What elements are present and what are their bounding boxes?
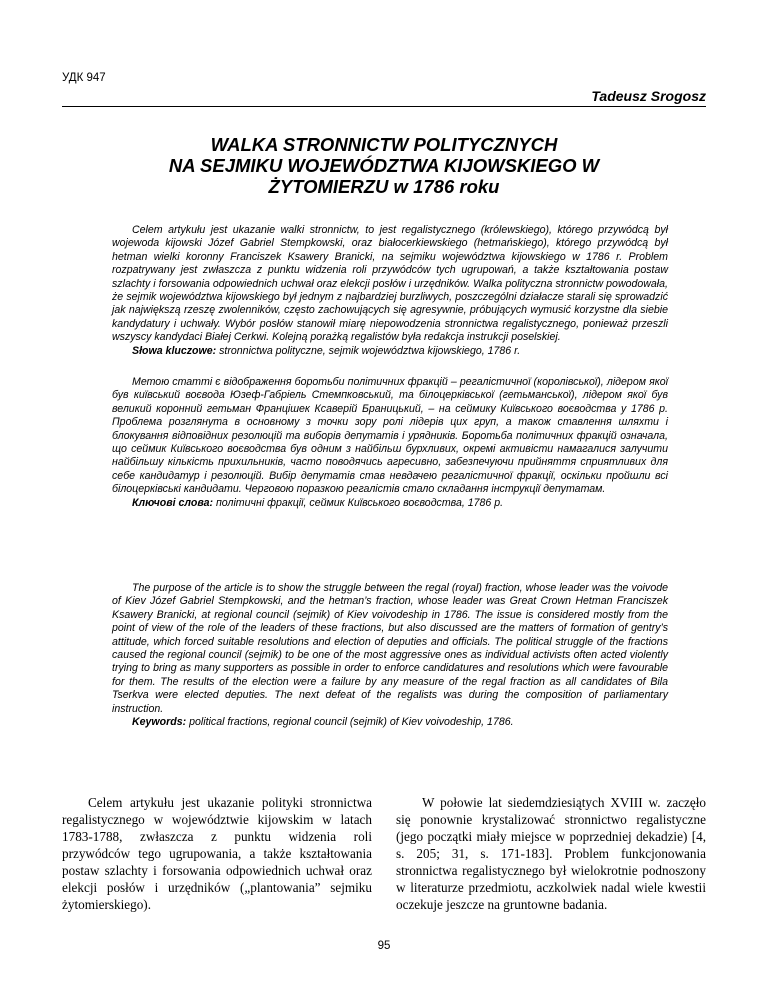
title-line-3: ŻYTOMIERZU w 1786 roku [268,176,500,197]
keywords-english-label: Keywords: [132,716,187,729]
udk-code: УДК 947 [62,72,106,84]
body-column-left [62,794,372,913]
keywords-english-values: political fractions, regional council (sejmik) of Kiev voivodeship, 1786. [186,716,514,729]
keywords-ukrainian-label: Ключові слова: [132,496,214,509]
keywords-ukrainian-values: політичні фракції, сеймик Київського воєводства, 1786 р. [213,496,504,509]
page-number: 95 [377,940,391,952]
title-line-2: NA SEJMIKU WOJEWÓDZTWA KIJOWSKIEGO W [168,155,600,176]
keywords-polish [112,345,668,358]
keywords-polish-label: Słowa kluczowe: [132,344,217,357]
keywords-polish-values: stronnictwa polityczne, sejmik województwa kijowskiego, 1786 r. [216,344,521,357]
keywords-english [112,716,668,729]
abstract-polish-text: Celem artykułu jest ukazanie walki stronnictw, to jest regalistycznego (królewskiego), którego przywódcą był wojewoda kijowski Józef Gabriel Stempkowski, oraz białocerkiewskiego (hetmańskiego), którego przywódcą był hetman wielki koronny Franciszek Ksawery Branicki, na sejmiku województwa kijowskiego w 1786 r. Problem rozpatrywany jest zwłaszcza z punktu widzenia roli przywódców tych ugrupowań, a także kształtowania postaw szlachty i forsowania odpowiednich uchwał oraz elekcji posłów i urzędników. Walka polityczna stronnictw powodowała, że sejmik województwa kijowskiego był jednym z najbardziej burzliwych, poszczególni działacze starali się sprowadzić jak największą rzeszę zwolenników, często zachowujących się agresywnie, próbujących wymusić korzystne dla siebie kandydatury i uchwały. Wybór posłów stanowił miarę niepowodzenia stronnictwa regalistycznego, ponieważ przeszli wszyscy kandydaci Białej Cerkwi. Kolejną porażką regalistów była redakcja instrukcji poselskiej. [112,224,668,344]
abstract-ukrainian-text: Метою статті є відображення боротьби політичних фракцій – регалістичної (королівської), лідером якої був київський воєвода Юзеф-Габріель Стемпковський, та білоцерківської (гетьманської), лідером якої був великий коронний гетьман Францішек Ксаверій Браницький, – на сеймику Київського воєводства у 1786 р. Проблема розглянута в основному з точки зору ролі лідерів цих груп, а також ставлення шляхти і блокування відповідних резолюцій та виборів депутатів і урядників. Боротьба політичних фракцій означала, що сеймик Київського воєводства був одним з найбільш бурхливих, окремі активісти намагалися залучити найбільшу кількість прихильників, часто поводячись агресивно, забезпечуючи прийняття сприятливих для себе кандидатур і резолюцій. Вибір депутатів став невдачею регалістичної фракції, оскільки пройшли всі білоцерківські кандидати. Черговою поразкою регалістів стало складання інструкції депутатам. [112,376,668,496]
abstract-polish [112,224,668,358]
author-name: Tadeusz Srogosz [591,88,706,104]
abstract-english [112,582,668,729]
body-column-right [396,794,706,913]
abstract-ukrainian [112,376,668,510]
keywords-ukrainian [112,497,668,510]
article-title [62,134,706,197]
body-paragraph-left: Celem artykułu jest ukazanie polityki stronnictwa regalistycznego w województwie kijowskim w latach 1783-1788, zwłaszcza z punktu widzenia roli przywódców tego ugrupowania, a także kształtowania postaw szlachty i forsowania odpowiednich uchwał oraz elekcji posłów i urzędników („plantowania” sejmiku żytomierskiego). [62,795,372,912]
header-rule [62,106,706,107]
abstract-english-text: The purpose of the article is to show the struggle between the regal (royal) fraction, whose leader was the voivode of Kiev Józef Gabriel Stempkowski, and the hetman’s fraction, whose leader was Great Crown Hetman Franciszek Ksawery Branicki, at regional council (sejmik) of Kiev voivodeship in 1786. The issue is considered mostly from the point of view of the role of the leaders of these fractions, but also discussed are the matters of formation of gentry’s attitude, which forced suitable resolutions and election of deputies and officials. The political struggle of the fractions caused the regional council (sejmik) to be one of the most aggressive ones as individual activists often acted violently trying to bring as many supporters as possible in order to enforce candidatures and resolutions which were favourable for them. The results of the election were a failure by any measure of the regal fraction as all candidates of Bila Tserkva were elected deputies. The next defeat of the regalists was during the composition of parliamentary instruction. [112,582,668,715]
title-line-1: WALKA STRONNICTW POLITYCZNYCH [210,134,558,155]
body-paragraph-right: W połowie lat siedemdziesiątych XVIII w. zaczęło się ponownie krystalizować stronnictwo regalistyczne (jego początki miały miejsce w poprzedniej dekadzie) [4, s. 205; 31, s. 171-183]. Problem funkcjonowania stronnictwa regalistycznego był wielokrotnie podnoszony w literaturze przedmiotu, aczkolwiek nadal wiele kwestii oczekuje jeszcze na gruntowne badania. [396,795,706,912]
